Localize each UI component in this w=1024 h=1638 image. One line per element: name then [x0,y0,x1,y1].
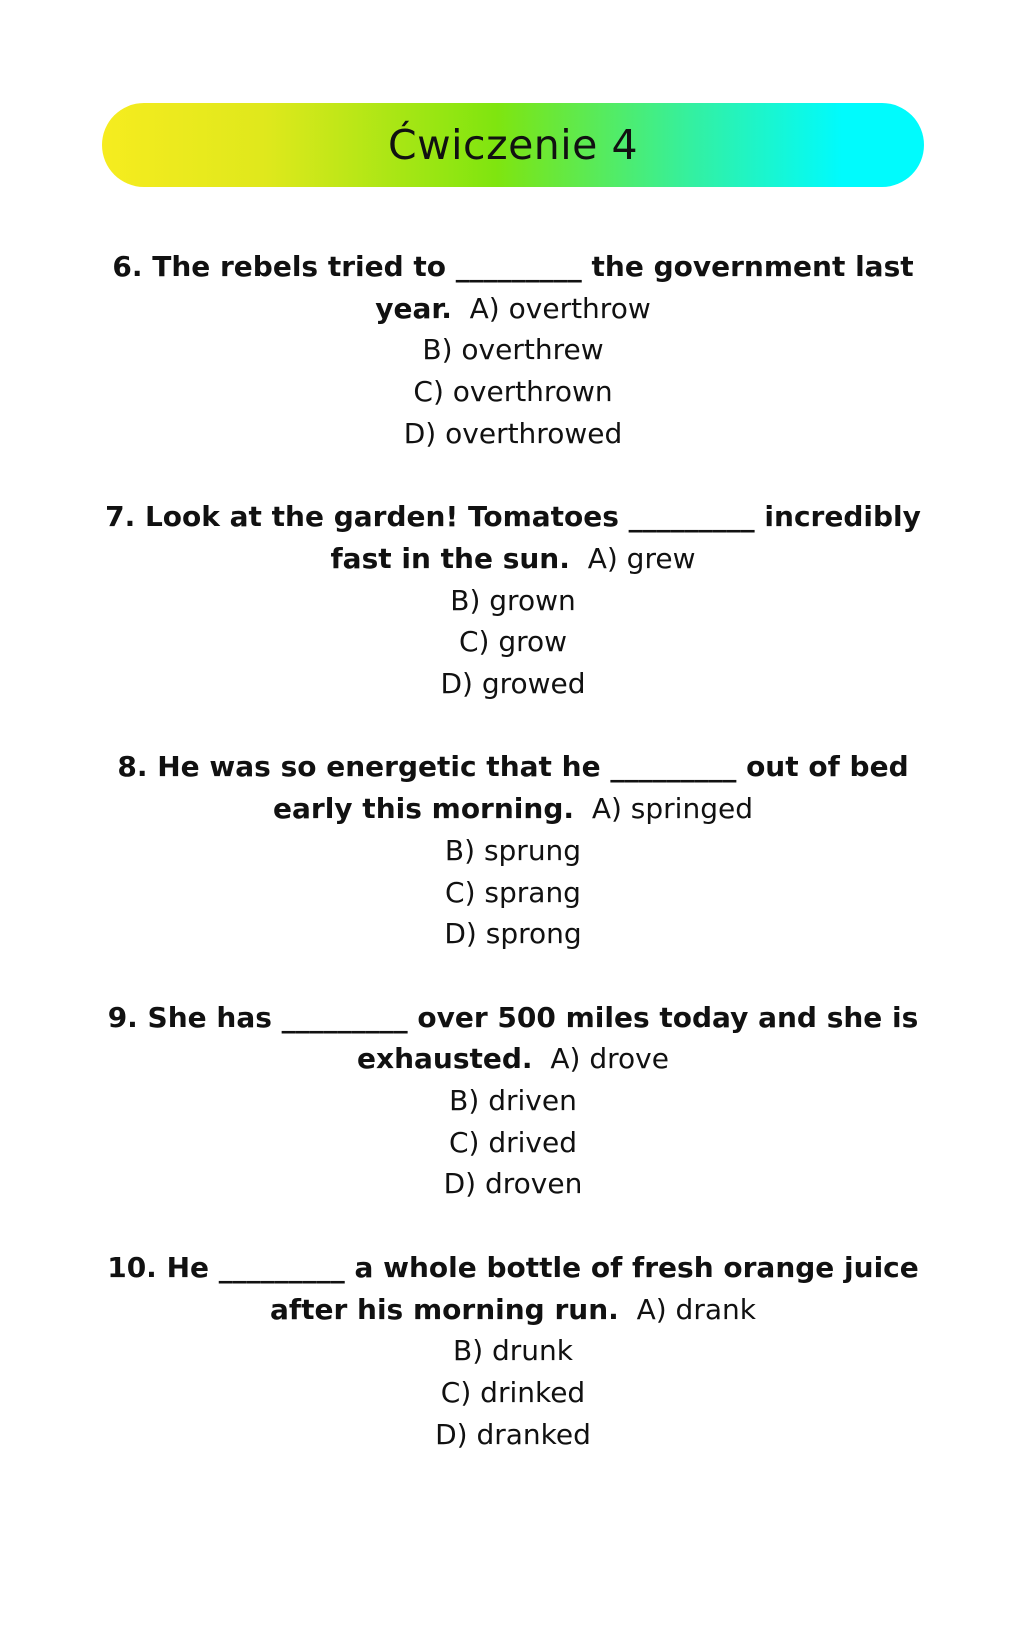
option-c: C) drived [448,1125,577,1159]
question-stem: 10. He _________ a whole bottle of fresh orange juice after his morning run. [107,1250,919,1326]
option-a: A) springed [591,792,753,826]
option-c: C) sprang [445,875,581,909]
question-6 [90,246,936,455]
question-stem: 8. He was so energetic that he _________ out of bed early this morning. [117,750,909,826]
option-b: B) sprung [444,833,582,867]
option-b: B) driven [449,1084,577,1118]
option-b: B) drunk [452,1334,574,1368]
option-a: A) drove [550,1042,669,1076]
question-9 [90,997,936,1206]
question-stem: 6. The rebels tried to _________ the government last year. [112,250,914,325]
question-8 [90,746,936,955]
option-a: A) drank [636,1292,756,1326]
option-c: C) grow [458,625,568,659]
option-b: B) overthrew [422,333,604,367]
option-d: D) sprong [444,917,582,951]
question-list [90,246,936,1497]
option-a: A) overthrow [469,291,651,325]
question-stem: 7. Look at the garden! Tomatoes _________ incredibly fast in the sun. [105,500,921,575]
question-10 [90,1247,936,1456]
option-c: C) overthrown [413,375,613,409]
option-d: D) droven [443,1167,583,1201]
option-d: D) overthrowed [403,416,623,450]
option-c: C) drinked [440,1375,586,1409]
option-d: D) dranked [435,1417,591,1451]
option-d: D) growed [440,667,586,701]
question-stem: 9. She has _________ over 500 miles today and she is exhausted. [107,1000,919,1076]
option-a: A) grew [587,541,696,575]
question-7 [90,496,936,705]
title-banner [102,103,924,187]
option-b: B) grown [450,583,576,617]
page-title: Ćwiczenie 4 [387,121,639,169]
